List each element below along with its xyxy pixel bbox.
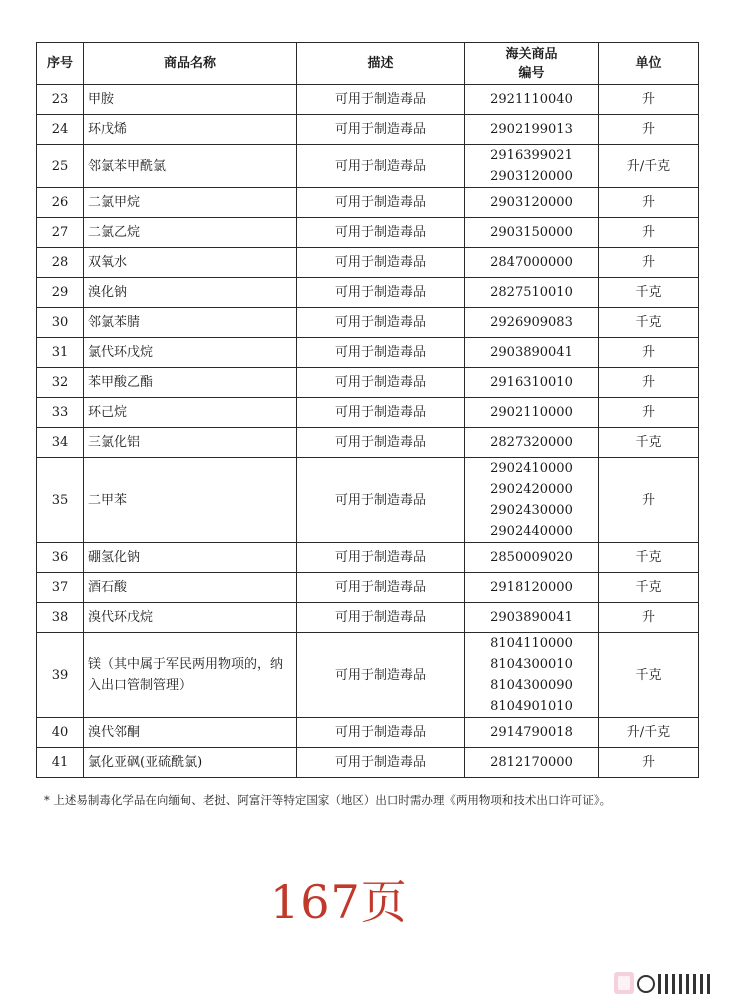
cell-description: 可用于制造毒品 xyxy=(297,338,465,368)
customs-code-line: 2918120000 xyxy=(490,580,573,595)
cell-unit: 千克 xyxy=(599,278,699,308)
cell-description: 可用于制造毒品 xyxy=(297,543,465,573)
cell-serial-number: 40 xyxy=(37,718,84,748)
customs-code-line: 2902199013 xyxy=(490,122,573,137)
cell-serial-number: 27 xyxy=(37,218,84,248)
cell-product-name: 溴代环戊烷 xyxy=(84,603,297,633)
cell-description: 可用于制造毒品 xyxy=(297,458,465,543)
cell-serial-number: 26 xyxy=(37,188,84,218)
cell-description: 可用于制造毒品 xyxy=(297,398,465,428)
cell-customs-code xyxy=(465,218,599,248)
customs-code-line: 2850009020 xyxy=(490,550,573,565)
table-header-row xyxy=(37,43,699,85)
customs-code-line: 2926909083 xyxy=(490,315,573,330)
customs-code-line: 2902410000 xyxy=(490,461,573,476)
customs-code-line: 2827320000 xyxy=(490,435,573,450)
table-row xyxy=(37,218,699,248)
cell-product-name: 酒石酸 xyxy=(84,573,297,603)
cell-customs-code xyxy=(465,308,599,338)
customs-code-line: 2916310010 xyxy=(490,375,573,390)
cell-customs-code xyxy=(465,748,599,778)
cell-unit: 千克 xyxy=(599,543,699,573)
cell-description: 可用于制造毒品 xyxy=(297,603,465,633)
cell-description: 可用于制造毒品 xyxy=(297,115,465,145)
cell-description: 可用于制造毒品 xyxy=(297,85,465,115)
cell-description: 可用于制造毒品 xyxy=(297,248,465,278)
cell-description: 可用于制造毒品 xyxy=(297,573,465,603)
table-row xyxy=(37,248,699,278)
table-body xyxy=(37,85,699,778)
cell-customs-code xyxy=(465,145,599,188)
cell-unit: 升 xyxy=(599,603,699,633)
cell-description: 可用于制造毒品 xyxy=(297,718,465,748)
customs-code-line: 2902430000 xyxy=(490,503,573,518)
table-row xyxy=(37,543,699,573)
table-row xyxy=(37,308,699,338)
customs-code-line: 8104110000 xyxy=(490,636,573,651)
cell-description: 可用于制造毒品 xyxy=(297,428,465,458)
cell-product-name: 氯代环戊烷 xyxy=(84,338,297,368)
customs-code-line: 8104300090 xyxy=(490,678,573,693)
cell-customs-code xyxy=(465,603,599,633)
cell-customs-code xyxy=(465,573,599,603)
customs-code-line: 2914790018 xyxy=(490,725,573,740)
table-row xyxy=(37,145,699,188)
table-row xyxy=(37,368,699,398)
customs-code-line: 8104300010 xyxy=(490,657,573,672)
cell-serial-number: 33 xyxy=(37,398,84,428)
table-row xyxy=(37,603,699,633)
cell-serial-number: 32 xyxy=(37,368,84,398)
watermark-logo xyxy=(612,968,722,998)
customs-code-line: 2902110000 xyxy=(490,405,573,420)
table-row xyxy=(37,338,699,368)
customs-code-line: 2902420000 xyxy=(490,482,573,497)
customs-code-line: 2902440000 xyxy=(490,524,573,539)
cell-description: 可用于制造毒品 xyxy=(297,748,465,778)
cell-serial-number: 30 xyxy=(37,308,84,338)
cell-unit: 升 xyxy=(599,85,699,115)
cell-product-name: 三氯化铝 xyxy=(84,428,297,458)
cell-unit: 升 xyxy=(599,398,699,428)
header-customs-code xyxy=(465,43,599,85)
cell-customs-code xyxy=(465,278,599,308)
cell-product-name: 邻氯苯甲酰氯 xyxy=(84,145,297,188)
cell-customs-code xyxy=(465,248,599,278)
customs-code-line: 2916399021 xyxy=(490,148,573,163)
cell-customs-code xyxy=(465,718,599,748)
cell-product-name: 镁（其中属于军民两用物项的，纳入出口管制管理） xyxy=(84,633,297,718)
chemicals-table xyxy=(36,42,699,778)
customs-code-line: 2903890041 xyxy=(490,610,573,625)
cell-description: 可用于制造毒品 xyxy=(297,633,465,718)
cell-serial-number: 41 xyxy=(37,748,84,778)
table-row xyxy=(37,428,699,458)
page-number: 167页 xyxy=(270,875,408,929)
customs-code-line: 2903150000 xyxy=(490,225,573,240)
cell-customs-code xyxy=(465,458,599,543)
cell-product-name: 溴代邻酮 xyxy=(84,718,297,748)
cell-customs-code xyxy=(465,188,599,218)
cell-product-name: 环戊烯 xyxy=(84,115,297,145)
table-row xyxy=(37,573,699,603)
cell-serial-number: 36 xyxy=(37,543,84,573)
cell-product-name: 溴化钠 xyxy=(84,278,297,308)
header-customs-code-line2: 编号 xyxy=(518,65,545,81)
header-serial-number: 序号 xyxy=(37,43,84,85)
table-row xyxy=(37,278,699,308)
cell-description: 可用于制造毒品 xyxy=(297,278,465,308)
customs-code-line: 2903120000 xyxy=(490,169,573,184)
table-row xyxy=(37,188,699,218)
cell-product-name: 氯化亚砜(亚硫酰氯) xyxy=(84,748,297,778)
cell-description: 可用于制造毒品 xyxy=(297,308,465,338)
cell-unit: 升 xyxy=(599,218,699,248)
customs-code-line: 2812170000 xyxy=(490,755,573,770)
cell-product-name: 二氯乙烷 xyxy=(84,218,297,248)
cell-product-name: 双氧水 xyxy=(84,248,297,278)
cell-description: 可用于制造毒品 xyxy=(297,368,465,398)
cell-product-name: 硼氢化钠 xyxy=(84,543,297,573)
header-product-name: 商品名称 xyxy=(84,43,297,85)
cell-serial-number: 39 xyxy=(37,633,84,718)
cell-unit: 升 xyxy=(599,368,699,398)
cell-product-name: 苯甲酸乙酯 xyxy=(84,368,297,398)
cell-product-name: 二甲苯 xyxy=(84,458,297,543)
customs-code-line: 2847000000 xyxy=(490,255,573,270)
cell-serial-number: 35 xyxy=(37,458,84,543)
cell-description: 可用于制造毒品 xyxy=(297,145,465,188)
cell-serial-number: 28 xyxy=(37,248,84,278)
customs-code-line: 8104901010 xyxy=(490,699,573,714)
cell-unit: 千克 xyxy=(599,633,699,718)
cell-unit: 升 xyxy=(599,458,699,543)
table-row xyxy=(37,748,699,778)
cell-customs-code xyxy=(465,633,599,718)
cell-serial-number: 34 xyxy=(37,428,84,458)
customs-code-line: 2827510010 xyxy=(490,285,573,300)
cell-unit: 千克 xyxy=(599,573,699,603)
cell-serial-number: 23 xyxy=(37,85,84,115)
cell-description: 可用于制造毒品 xyxy=(297,188,465,218)
cell-customs-code xyxy=(465,543,599,573)
table-row xyxy=(37,85,699,115)
header-unit: 单位 xyxy=(599,43,699,85)
cell-customs-code xyxy=(465,115,599,145)
cell-unit: 升 xyxy=(599,115,699,145)
customs-code-line: 2903120000 xyxy=(490,195,573,210)
cell-unit: 升 xyxy=(599,748,699,778)
cell-unit: 升 xyxy=(599,338,699,368)
customs-code-line: 2921110040 xyxy=(490,92,573,107)
cell-serial-number: 24 xyxy=(37,115,84,145)
cell-unit: 升/千克 xyxy=(599,145,699,188)
cell-customs-code xyxy=(465,398,599,428)
cell-unit: 升 xyxy=(599,248,699,278)
cell-serial-number: 31 xyxy=(37,338,84,368)
cell-customs-code xyxy=(465,85,599,115)
cell-unit: 千克 xyxy=(599,308,699,338)
cell-unit: 升/千克 xyxy=(599,718,699,748)
footnote: * 上述易制毒化学品在向缅甸、老挝、阿富汗等特定国家（地区）出口时需办理《两用物项和技术出口许可证》。 xyxy=(44,793,612,807)
cell-serial-number: 25 xyxy=(37,145,84,188)
cell-customs-code xyxy=(465,338,599,368)
cell-product-name: 邻氯苯腈 xyxy=(84,308,297,338)
customs-code-line: 2903890041 xyxy=(490,345,573,360)
cell-customs-code xyxy=(465,368,599,398)
header-description: 描述 xyxy=(297,43,465,85)
header-customs-code-line1: 海关商品 xyxy=(505,46,558,62)
cell-product-name: 环己烷 xyxy=(84,398,297,428)
table-row xyxy=(37,718,699,748)
table-row xyxy=(37,115,699,145)
cell-serial-number: 29 xyxy=(37,278,84,308)
cell-description: 可用于制造毒品 xyxy=(297,218,465,248)
cell-unit: 千克 xyxy=(599,428,699,458)
table-row xyxy=(37,458,699,543)
cell-serial-number: 38 xyxy=(37,603,84,633)
cell-product-name: 二氯甲烷 xyxy=(84,188,297,218)
table-row xyxy=(37,398,699,428)
table-row xyxy=(37,633,699,718)
cell-customs-code xyxy=(465,428,599,458)
cell-product-name: 甲胺 xyxy=(84,85,297,115)
cell-unit: 升 xyxy=(599,188,699,218)
cell-serial-number: 37 xyxy=(37,573,84,603)
